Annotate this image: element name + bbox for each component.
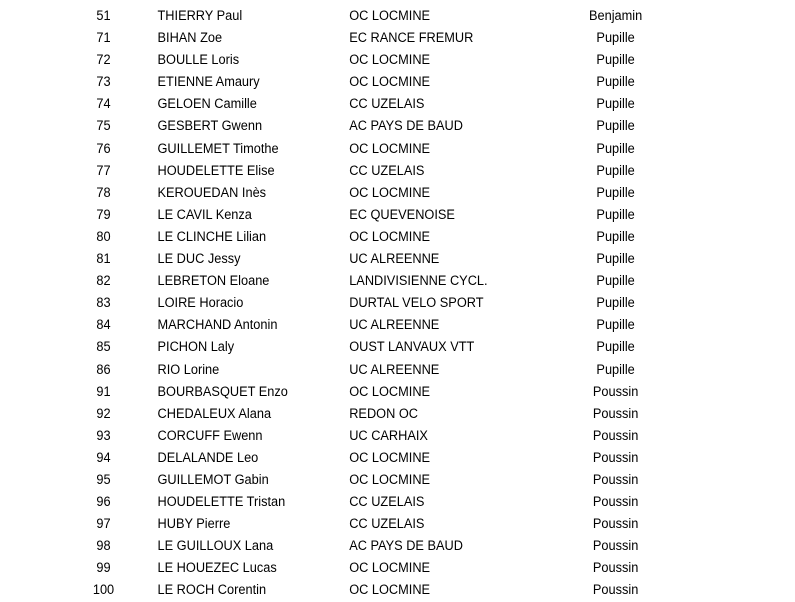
table-row <box>0 182 795 204</box>
rider-name: KEROUEDAN Inès <box>157 184 267 201</box>
table-row <box>0 5 795 27</box>
bib-number: 98 <box>96 538 111 555</box>
club-name: OC LOCMINE <box>349 471 431 488</box>
bib-number: 94 <box>96 449 111 466</box>
table-row <box>0 27 795 49</box>
club-name: UC ALREENNE <box>349 317 440 334</box>
rider-name: ETIENNE Amaury <box>157 74 260 91</box>
rider-name: BOULLE Loris <box>157 52 240 69</box>
table-row <box>0 314 795 336</box>
category: Poussin <box>592 582 639 599</box>
club-name: CC UZELAIS <box>349 96 425 113</box>
bib-number: 99 <box>96 560 111 577</box>
category: Poussin <box>592 494 639 511</box>
club-name: CC UZELAIS <box>349 516 425 533</box>
table-row <box>0 93 795 115</box>
club-name: EC RANCE FREMUR <box>349 30 474 47</box>
table-row <box>0 381 795 403</box>
bib-number: 75 <box>96 118 111 135</box>
category: Poussin <box>592 538 639 555</box>
category: Poussin <box>592 427 639 444</box>
club-name: REDON OC <box>349 405 419 422</box>
club-name: OC LOCMINE <box>349 8 431 24</box>
rider-name: LE DUC Jessy <box>157 251 241 268</box>
category: Pupille <box>596 295 635 312</box>
category: Benjamin <box>588 8 643 24</box>
table-row <box>0 491 795 513</box>
bib-number: 51 <box>96 8 111 24</box>
club-name: UC CARHAIX <box>349 427 428 444</box>
club-name: OC LOCMINE <box>349 582 431 599</box>
entry-list-table <box>0 5 795 602</box>
table-row <box>0 557 795 579</box>
category: Pupille <box>596 361 635 378</box>
club-name: CC UZELAIS <box>349 162 425 179</box>
category: Poussin <box>592 383 639 400</box>
rider-name: GESBERT Gwenn <box>157 118 263 135</box>
table-row <box>0 292 795 314</box>
category: Poussin <box>592 560 639 577</box>
table-row <box>0 248 795 270</box>
category: Poussin <box>592 405 639 422</box>
bib-number: 71 <box>96 30 111 47</box>
rider-name: MARCHAND Antonin <box>157 317 278 334</box>
bib-number: 91 <box>96 383 111 400</box>
table-row <box>0 425 795 447</box>
bib-number: 96 <box>96 494 111 511</box>
rider-name: BOURBASQUET Enzo <box>157 383 288 400</box>
rider-name: DELALANDE Leo <box>157 449 259 466</box>
bib-number: 72 <box>96 52 111 69</box>
bib-number: 74 <box>96 96 111 113</box>
table-row <box>0 359 795 381</box>
category: Pupille <box>596 317 635 334</box>
rider-name: RIO Lorine <box>157 361 220 378</box>
club-name: OC LOCMINE <box>349 228 431 245</box>
category: Pupille <box>596 162 635 179</box>
table-row <box>0 469 795 491</box>
category: Pupille <box>596 184 635 201</box>
category: Pupille <box>596 206 635 223</box>
club-name: UC ALREENNE <box>349 251 440 268</box>
table-row <box>0 270 795 292</box>
club-name: LANDIVISIENNE CYCL. <box>349 273 488 290</box>
rider-name: GUILLEMOT Gabin <box>157 471 269 488</box>
rider-name: HOUDELETTE Tristan <box>157 494 286 511</box>
rider-name: BIHAN Zoe <box>157 30 223 47</box>
category: Pupille <box>596 30 635 47</box>
rider-name: GELOEN Camille <box>157 96 257 113</box>
club-name: AC PAYS DE BAUD <box>349 538 463 555</box>
category: Pupille <box>596 273 635 290</box>
rider-name: LOIRE Horacio <box>157 295 244 312</box>
table-row <box>0 403 795 425</box>
bib-number: 80 <box>96 228 111 245</box>
rider-name: LE CLINCHE Lilian <box>157 228 267 245</box>
club-name: CC UZELAIS <box>349 494 425 511</box>
bib-number: 85 <box>96 339 111 356</box>
table-row <box>0 579 795 601</box>
category: Pupille <box>596 140 635 157</box>
table-row <box>0 115 795 137</box>
bib-number: 82 <box>96 273 111 290</box>
category: Pupille <box>596 52 635 69</box>
rider-name: PICHON Laly <box>157 339 235 356</box>
club-name: OUST LANVAUX VTT <box>349 339 475 356</box>
category: Pupille <box>596 251 635 268</box>
club-name: UC ALREENNE <box>349 361 440 378</box>
rider-name: LE CAVIL Kenza <box>157 206 252 223</box>
club-name: AC PAYS DE BAUD <box>349 118 463 135</box>
rider-name: LE GUILLOUX Lana <box>157 538 274 555</box>
category: Pupille <box>596 96 635 113</box>
club-name: OC LOCMINE <box>349 383 431 400</box>
category: Poussin <box>592 449 639 466</box>
table-row <box>0 160 795 182</box>
table-row <box>0 447 795 469</box>
club-name: OC LOCMINE <box>349 184 431 201</box>
bib-number: 83 <box>96 295 111 312</box>
club-name: OC LOCMINE <box>349 140 431 157</box>
category: Pupille <box>596 118 635 135</box>
table-row <box>0 204 795 226</box>
rider-name: LEBRETON Eloane <box>157 273 270 290</box>
bib-number: 79 <box>96 206 111 223</box>
club-name: EC QUEVENOISE <box>349 206 455 223</box>
rider-name: LE HOUEZEC Lucas <box>157 560 277 577</box>
bib-number: 97 <box>96 516 111 533</box>
rider-name: CHEDALEUX Alana <box>157 405 272 422</box>
bib-number: 81 <box>96 251 111 268</box>
bib-number: 84 <box>96 317 111 334</box>
bib-number: 86 <box>96 361 111 378</box>
category: Pupille <box>596 228 635 245</box>
bib-number: 95 <box>96 471 111 488</box>
bib-number: 76 <box>96 140 111 157</box>
category: Poussin <box>592 471 639 488</box>
table-row <box>0 138 795 160</box>
club-name: DURTAL VELO SPORT <box>349 295 484 312</box>
category: Pupille <box>596 74 635 91</box>
rider-name: CORCUFF Ewenn <box>157 427 263 444</box>
club-name: OC LOCMINE <box>349 74 431 91</box>
table-row <box>0 49 795 71</box>
club-name: OC LOCMINE <box>349 449 431 466</box>
rider-name: THIERRY Paul <box>157 8 243 24</box>
table-row <box>0 535 795 557</box>
bib-number: 100 <box>92 582 115 599</box>
rider-name: HUBY Pierre <box>157 516 231 533</box>
table-row <box>0 513 795 535</box>
bib-number: 73 <box>96 74 111 91</box>
bib-number: 78 <box>96 184 111 201</box>
table-row <box>0 226 795 248</box>
rider-name: GUILLEMET Timothe <box>157 140 279 157</box>
table-row <box>0 336 795 358</box>
bib-number: 77 <box>96 162 111 179</box>
rider-name: LE ROCH Corentin <box>157 582 267 599</box>
club-name: OC LOCMINE <box>349 560 431 577</box>
rider-name: HOUDELETTE Elise <box>157 162 275 179</box>
table-row <box>0 71 795 93</box>
bib-number: 93 <box>96 427 111 444</box>
category: Poussin <box>592 516 639 533</box>
club-name: OC LOCMINE <box>349 52 431 69</box>
bib-number: 92 <box>96 405 111 422</box>
category: Pupille <box>596 339 635 356</box>
